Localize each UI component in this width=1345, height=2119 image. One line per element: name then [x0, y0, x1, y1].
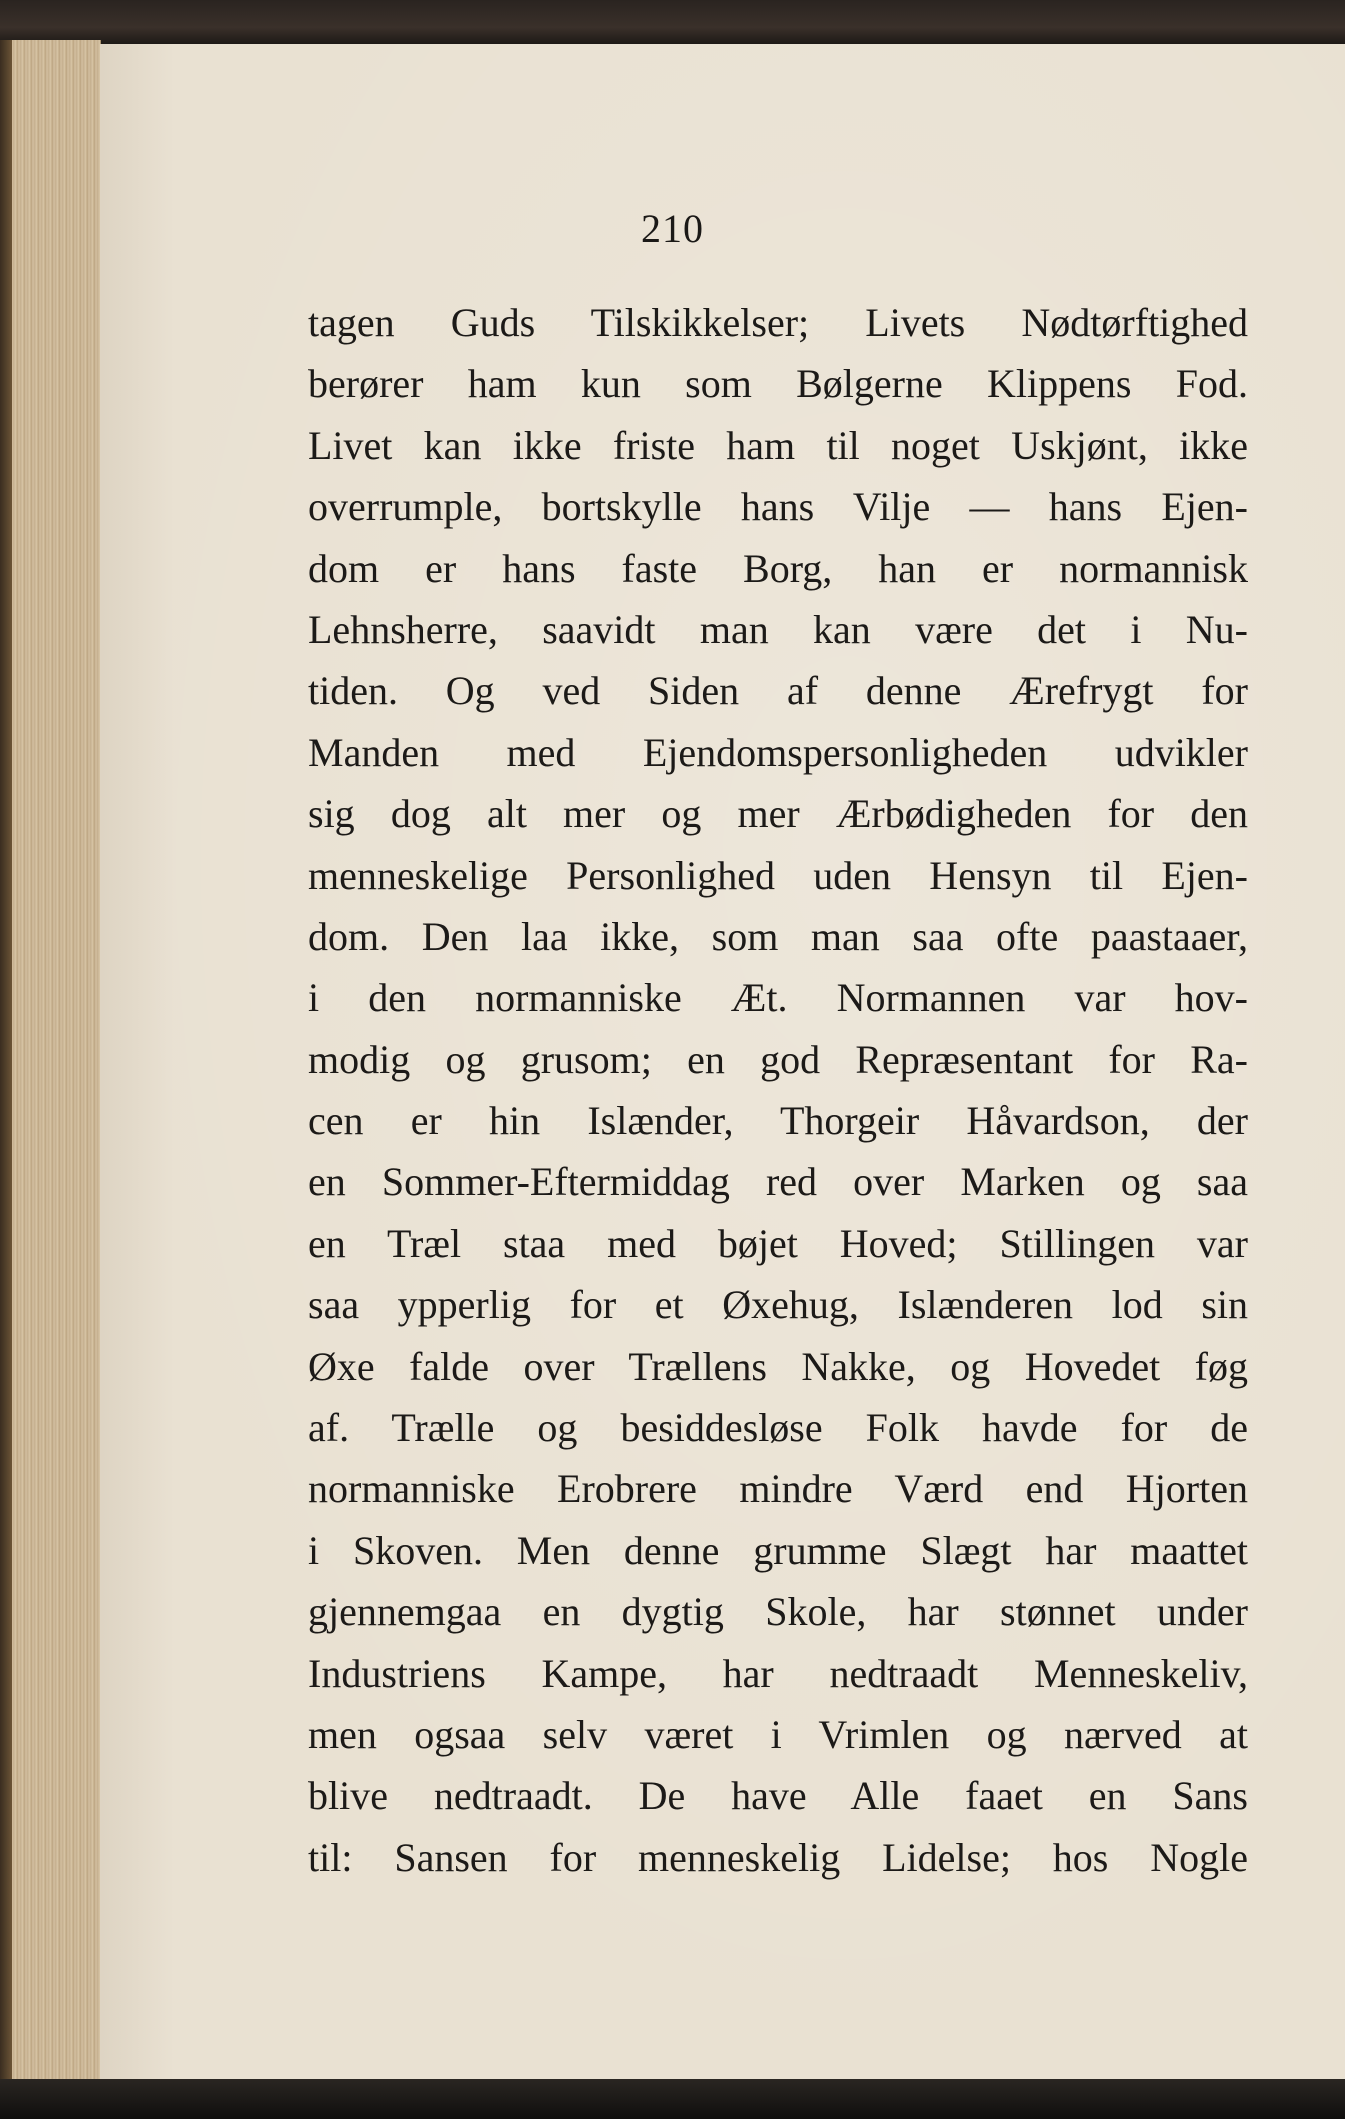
book-spine-shadow [0, 40, 12, 2080]
text-line: tagen Guds Tilskikkelser; Livets Nødtørftighed [308, 300, 1248, 345]
text-line: til: Sansen for menneskelig Lidelse; hos Nogle [308, 1834, 1248, 1880]
text-line: blive nedtraadt. De have Alle faaet en Sans [308, 1773, 1248, 1819]
body-text [308, 292, 1248, 1888]
text-line: modig og grusom; en god Repræsentant for Ra- [308, 1036, 1248, 1082]
scan-bottom-edge [0, 2079, 1345, 2119]
stacked-page-edges [0, 40, 101, 2080]
text-line: Livet kan ikke friste ham til noget Uskjønt, ikke [308, 422, 1248, 468]
page-number: 210 [641, 206, 704, 251]
text-line: men ogsaa selv været i Vrimlen og nærved at [308, 1711, 1248, 1757]
text-line: sig dog alt mer og mer Ærbødigheden for den [308, 791, 1248, 837]
text-line: Lehnsherre, saavidt man kan være det i Nu- [308, 606, 1248, 652]
text-line: saa ypperlig for et Øxehug, Islænderen lod sin [308, 1282, 1248, 1328]
text-line: Manden med Ejendomspersonligheden udvikler [308, 729, 1248, 775]
text-line: dom. Den laa ikke, som man saa ofte paastaaer, [308, 913, 1248, 959]
text-line: Industriens Kampe, har nedtraadt Menneskeliv, [308, 1650, 1248, 1696]
text-line: en Sommer-Eftermiddag red over Marken og saa [308, 1159, 1248, 1205]
scan-top-edge [0, 0, 1345, 46]
text-line: i Skoven. Men denne grumme Slægt har maattet [308, 1527, 1248, 1573]
text-line: gjennemgaa en dygtig Skole, har stønnet under [308, 1589, 1248, 1635]
text-line: overrumple, bortskylle hans Vilje — hans Ejen- [308, 484, 1248, 530]
text-line: tiden. Og ved Siden af denne Ærefrygt for [308, 668, 1248, 714]
text-line: menneskelige Personlighed uden Hensyn til Ejen- [308, 852, 1248, 898]
text-line: af. Trælle og besiddesløse Folk havde for de [308, 1405, 1248, 1451]
text-line: berører ham kun som Bølgerne Klippens Fod. [308, 361, 1248, 407]
text-line: normanniske Erobrere mindre Værd end Hjorten [308, 1466, 1248, 1512]
text-line: Øxe falde over Trællens Nakke, og Hovedet føg [308, 1343, 1248, 1389]
text-line: dom er hans faste Borg, han er normannisk [308, 545, 1248, 591]
text-line: i den normanniske Æt. Normannen var hov- [308, 975, 1248, 1021]
text-line: cen er hin Islænder, Thorgeir Håvardson, der [308, 1098, 1248, 1144]
text-line: en Træl staa med bøjet Hoved; Stillingen var [308, 1220, 1248, 1266]
